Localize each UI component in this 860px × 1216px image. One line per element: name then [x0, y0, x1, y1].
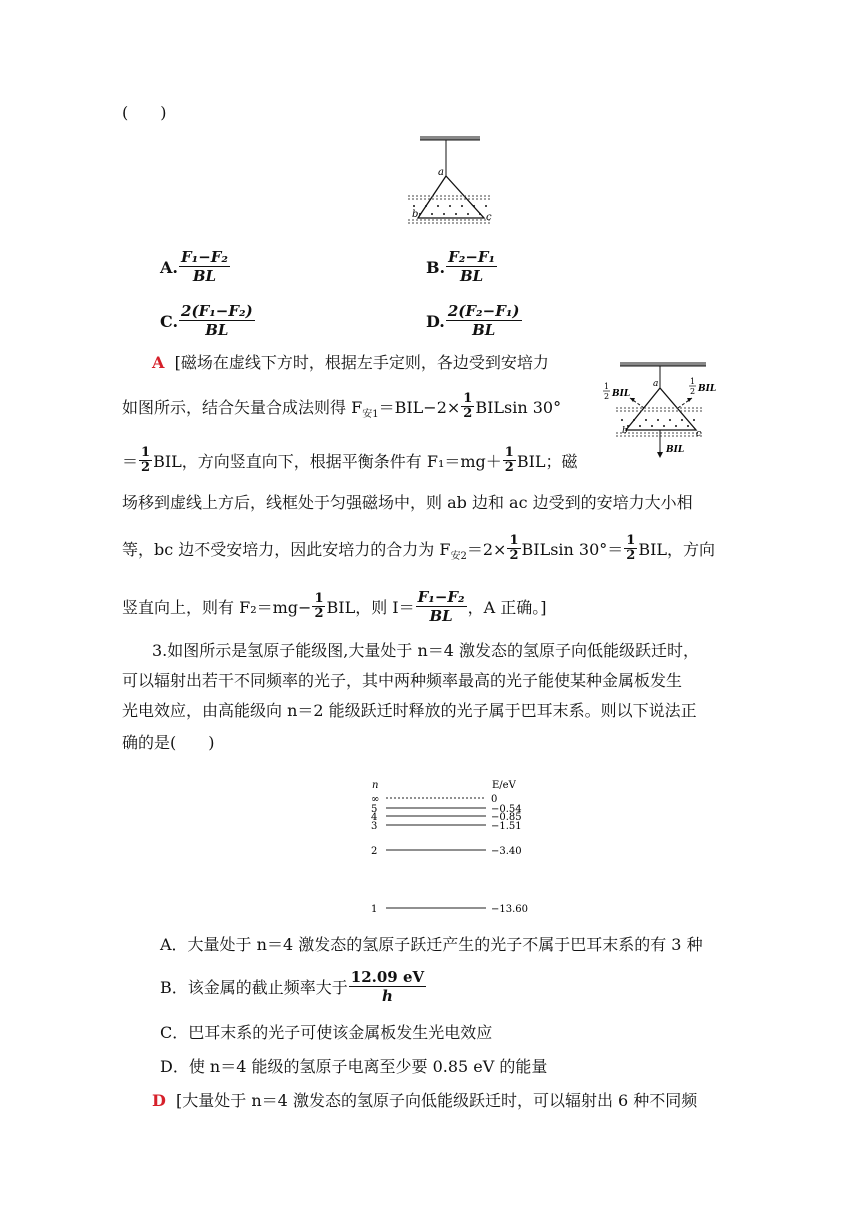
level-n-label: ∞: [371, 794, 380, 805]
fig2-right-bil: BIL: [698, 384, 717, 394]
energy-axis-label: E/eV: [492, 780, 516, 791]
level-energy-label: −0.85: [491, 812, 522, 823]
q2-option-b: B. $\frac{\text{F₂−F₁}}{BL}$: [426, 248, 496, 285]
level-energy-label: −3.40: [491, 846, 522, 857]
triangle-frame-figure: [400, 132, 500, 228]
level-energy-label: 0: [491, 794, 498, 805]
q3-line-1: 3.如图所示是氢原子能级图,大量处于 n＝4 激发态的氢原子向低能级跃迁时，: [152, 641, 700, 660]
q2-option-a: A. $\frac{\text{F₁−F₂}}{BL}$: [160, 248, 228, 285]
force-diagram-figure: [600, 356, 730, 462]
q3-option-b: B．该金属的截止频率大于 $\frac{12.09 eV}{h}$: [160, 968, 425, 1005]
level-n-label: 3: [371, 821, 378, 832]
level-n-label: 2: [371, 846, 378, 857]
level-n-label: 5: [371, 804, 378, 815]
q3-line-3: 光电效应，由高能级向 n＝2 能级跃迁时释放的光子属于巴耳末系。则以下说法正: [122, 701, 697, 720]
fig2-right-half-num: 1: [690, 377, 696, 386]
fig2-left-bil: BIL: [612, 389, 631, 399]
solution-2-line-3: ＝ $\frac{1}{2}$ BIL，方向竖直向下，根据平衡条件有 F₁＝mg＋ $\frac{1}{2}$ BIL；磁: [122, 445, 578, 475]
solution-2-line-6: 竖直向上，则有 F₂＝mg− $\frac{1}{2}$ BIL，则 I＝ $\frac{\text{F₁−F₂}}{BL}$ ，A 正确。]: [122, 588, 547, 625]
level-n-label: 1: [371, 904, 378, 915]
solution-2-line-1: A [磁场在虚线下方时，根据左手定则，各边受到安培力: [152, 353, 549, 372]
q3-option-a: A．大量处于 n＝4 激发态的氢原子跃迁产生的光子不属于巴耳末系的有 3 种: [160, 935, 703, 954]
fig2-left-half-den: 2: [604, 392, 610, 401]
n-axis-label: n: [372, 780, 379, 791]
solution-2-line-2: 如图所示，结合矢量合成法则得 $F_{安1}=BIL-2\times$ $\frac{1}{2}$ BILsin 30°: [122, 391, 562, 421]
q2-option-d: D. $\frac{\text{2(F₂−F₁)}}{BL}$: [426, 302, 520, 339]
vertex-c-label: c: [486, 212, 492, 223]
solution-3-line-1: D [大量处于 n＝4 激发态的氢原子向低能级跃迁时，可以辐射出 6 种不同频: [152, 1091, 698, 1110]
level-energy-label: −0.54: [491, 804, 522, 815]
fig2-vertex-b: b: [622, 426, 628, 436]
answer-letter-a: A: [152, 353, 165, 372]
level-n-label: 4: [371, 812, 378, 823]
level-energy-label: −13.60: [491, 904, 529, 915]
energy-level-diagram: [360, 776, 540, 918]
q3-line-2: 可以辐射出若干不同频率的光子，其中两种频率最高的光子能使某种金属板发生: [122, 671, 683, 690]
q3-line-4: 确的是( ): [122, 733, 215, 752]
fig2-right-half-den: 2: [690, 387, 696, 396]
level-energy-label: −1.51: [491, 821, 522, 832]
fig2-vertex-a: a: [653, 379, 659, 389]
answer-letter-d: D: [152, 1091, 166, 1110]
answer-bracket: ( ): [122, 103, 167, 122]
q3-option-d: D．使 n＝4 能级的氢原子电离至少要 0.85 eV 的能量: [160, 1057, 548, 1076]
q2-option-c: C. $\frac{\text{2(F₁−F₂)}}{BL}$: [160, 302, 253, 339]
fig2-bottom-bil: BIL: [666, 445, 685, 455]
fig2-vertex-c: c: [696, 429, 702, 439]
q3-option-c: C．巴耳末系的光子可使该金属板发生光电效应: [160, 1023, 493, 1042]
solution-2-line-5: 等，bc 边不受安培力，因此安培力的合力为 $F_{安2}=2\times$ $\frac{1}{2}$ BILsin 30°＝ $\frac{1}{2}$ BIL，方向: [122, 533, 716, 563]
vertex-a-label: a: [438, 167, 444, 178]
solution-2-line-4: 场移到虚线上方后，线框处于匀强磁场中，则 ab 边和 ac 边受到的安培力大小相: [122, 493, 693, 512]
fig2-left-half-num: 1: [604, 382, 610, 391]
vertex-b-label: b: [412, 209, 419, 220]
